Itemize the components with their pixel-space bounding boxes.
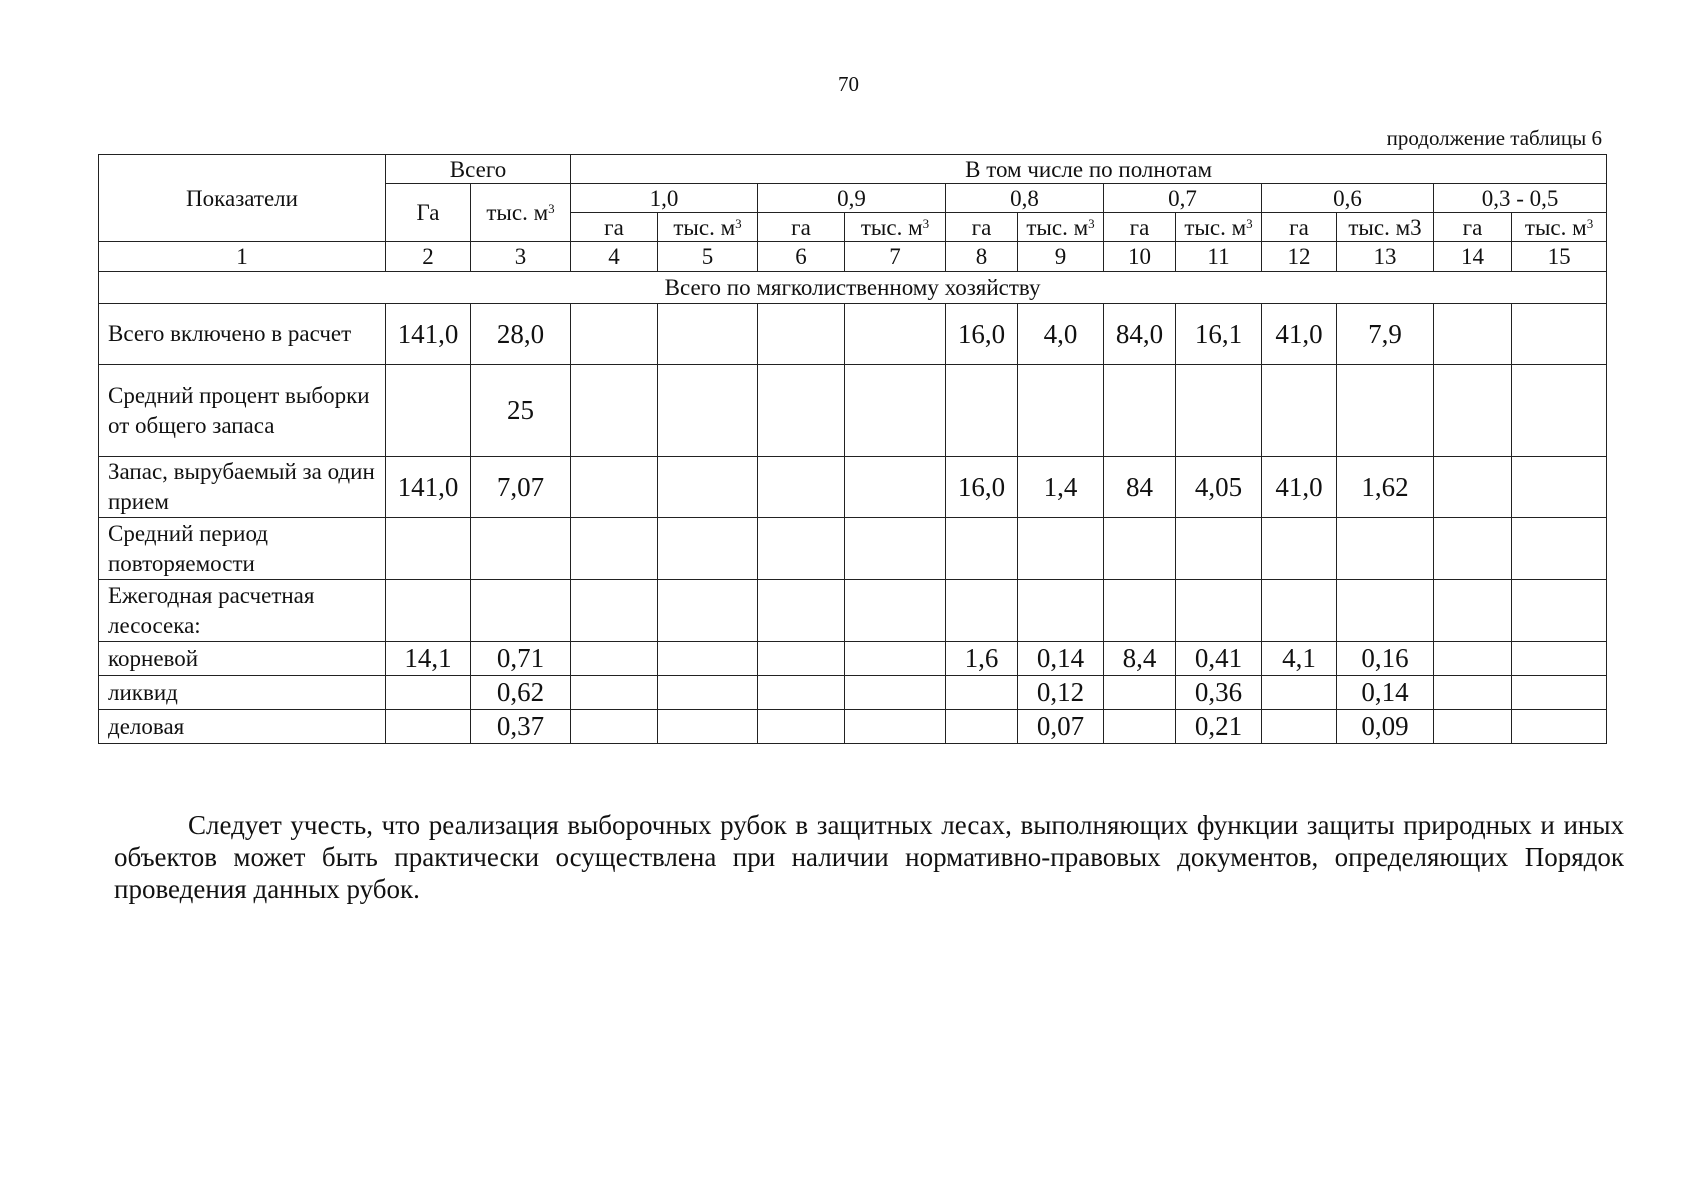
table-cell: 7,9 bbox=[1337, 304, 1434, 365]
table-cell: 0,09 bbox=[1337, 710, 1434, 744]
column-number: 15 bbox=[1512, 242, 1607, 272]
row-label: Средний процент выборки от общего запаса bbox=[99, 365, 386, 457]
table-cell bbox=[386, 676, 471, 710]
table-cell bbox=[571, 676, 658, 710]
table-row bbox=[99, 580, 1607, 642]
table-row bbox=[99, 676, 1607, 710]
table-row bbox=[99, 518, 1607, 580]
density-header: 0,6 bbox=[1262, 184, 1434, 213]
table-cell bbox=[658, 304, 758, 365]
table-cell bbox=[1262, 676, 1337, 710]
row-label: Средний период повторяемости bbox=[99, 518, 386, 580]
row-label: деловая bbox=[99, 710, 386, 744]
indicators-header: Показатели bbox=[99, 155, 386, 242]
table-cell bbox=[1262, 518, 1337, 580]
row-label: Всего включено в расчет bbox=[99, 304, 386, 365]
table-cell: 1,62 bbox=[1337, 457, 1434, 518]
ga-header: га bbox=[1434, 213, 1512, 242]
page-number: 70 bbox=[838, 72, 859, 96]
table-cell bbox=[845, 710, 946, 744]
data-table bbox=[98, 154, 1607, 744]
table-cell: 0,71 bbox=[471, 642, 571, 676]
table-cell: 25 bbox=[471, 365, 571, 457]
column-number: 11 bbox=[1176, 242, 1262, 272]
density-header: 0,9 bbox=[758, 184, 946, 213]
table-cell: 0,16 bbox=[1337, 642, 1434, 676]
table-cell bbox=[845, 365, 946, 457]
table-cell: 41,0 bbox=[1262, 457, 1337, 518]
table-cell bbox=[1434, 642, 1512, 676]
column-number: 1 bbox=[99, 242, 386, 272]
section-row bbox=[99, 272, 1607, 304]
row-label: Запас, вырубаемый за один прием bbox=[99, 457, 386, 518]
table-cell bbox=[571, 304, 658, 365]
table-cell bbox=[571, 518, 658, 580]
table-cell bbox=[1104, 518, 1176, 580]
table-cell: 4,0 bbox=[1018, 304, 1104, 365]
ga-header: га bbox=[946, 213, 1018, 242]
table-cell bbox=[1434, 580, 1512, 642]
table-cell bbox=[386, 365, 471, 457]
table-cell bbox=[658, 457, 758, 518]
table-cell: 16,0 bbox=[946, 304, 1018, 365]
table-cell bbox=[946, 676, 1018, 710]
table-cell bbox=[845, 304, 946, 365]
table-row bbox=[99, 365, 1607, 457]
table-cell: 1,6 bbox=[946, 642, 1018, 676]
density-header: 1,0 bbox=[571, 184, 758, 213]
column-number: 10 bbox=[1104, 242, 1176, 272]
table-cell bbox=[946, 365, 1018, 457]
table-cell bbox=[1337, 365, 1434, 457]
table-cell: 16,1 bbox=[1176, 304, 1262, 365]
table-cell bbox=[658, 642, 758, 676]
data-rows bbox=[99, 304, 1607, 744]
column-number: 9 bbox=[1018, 242, 1104, 272]
table-cell: 0,37 bbox=[471, 710, 571, 744]
table-cell bbox=[1018, 580, 1104, 642]
volume-header bbox=[1176, 213, 1262, 242]
total-ga-header: Га bbox=[386, 184, 471, 242]
header-row-1 bbox=[99, 155, 1607, 184]
row-label: Ежегодная расчетная лесосека: bbox=[99, 580, 386, 642]
table-cell bbox=[1512, 457, 1607, 518]
table-cell bbox=[758, 676, 845, 710]
table-cell: 0,14 bbox=[1337, 676, 1434, 710]
table-cell bbox=[758, 642, 845, 676]
table-cell bbox=[758, 365, 845, 457]
table-cell bbox=[1176, 580, 1262, 642]
table-cell bbox=[1104, 580, 1176, 642]
table-cell bbox=[658, 676, 758, 710]
table-cell bbox=[845, 518, 946, 580]
table-cell bbox=[1104, 676, 1176, 710]
table-cell bbox=[1434, 457, 1512, 518]
table-cell: 41,0 bbox=[1262, 304, 1337, 365]
unit-superscript: 3 bbox=[735, 215, 742, 231]
table-cell bbox=[946, 710, 1018, 744]
table-cell: 4,05 bbox=[1176, 457, 1262, 518]
unit-superscript: 3 bbox=[1088, 215, 1095, 231]
table-cell bbox=[1512, 304, 1607, 365]
table-cell bbox=[946, 580, 1018, 642]
volume-header bbox=[1512, 213, 1607, 242]
table-cell bbox=[845, 580, 946, 642]
section-title: Всего по мягколиственному хозяйству bbox=[99, 272, 1607, 304]
table-cell bbox=[946, 518, 1018, 580]
table-cell: 4,1 bbox=[1262, 642, 1337, 676]
table-cell bbox=[658, 365, 758, 457]
table-cell bbox=[571, 642, 658, 676]
unit-superscript: 3 bbox=[922, 215, 930, 231]
total-volume-header bbox=[471, 184, 571, 242]
table-cell: 0,07 bbox=[1018, 710, 1104, 744]
table-cell bbox=[571, 580, 658, 642]
table-cell: 84,0 bbox=[1104, 304, 1176, 365]
table-cell: 16,0 bbox=[946, 457, 1018, 518]
density-header: 0,8 bbox=[946, 184, 1104, 213]
column-number-row bbox=[99, 242, 1607, 272]
table-continuation-label: продолжение таблицы 6 bbox=[1386, 126, 1602, 150]
table-cell: 0,21 bbox=[1176, 710, 1262, 744]
column-number: 13 bbox=[1337, 242, 1434, 272]
ga-header: га bbox=[1262, 213, 1337, 242]
table-cell bbox=[758, 518, 845, 580]
ga-header: га bbox=[1104, 213, 1176, 242]
table-cell bbox=[1262, 365, 1337, 457]
table-cell bbox=[571, 365, 658, 457]
column-number: 2 bbox=[386, 242, 471, 272]
table-cell bbox=[1018, 518, 1104, 580]
table-cell bbox=[1104, 710, 1176, 744]
table-row bbox=[99, 642, 1607, 676]
unit-label: тыс. м bbox=[1524, 214, 1587, 240]
table-cell bbox=[1512, 676, 1607, 710]
table-cell bbox=[1512, 642, 1607, 676]
table-cell bbox=[1512, 710, 1607, 744]
table-cell bbox=[658, 580, 758, 642]
table-cell: 28,0 bbox=[471, 304, 571, 365]
table-cell bbox=[1104, 365, 1176, 457]
table-cell: 141,0 bbox=[386, 457, 471, 518]
unit-label: тыс. м bbox=[1026, 214, 1089, 240]
by-density-header: В том числе по полнотам bbox=[571, 155, 1607, 184]
table-cell: 8,4 bbox=[1104, 642, 1176, 676]
table-cell bbox=[1512, 365, 1607, 457]
table-cell bbox=[1176, 365, 1262, 457]
table-cell bbox=[1262, 580, 1337, 642]
table-cell bbox=[758, 304, 845, 365]
unit-superscript: 3 bbox=[1246, 215, 1253, 231]
total-header: Всего bbox=[386, 155, 571, 184]
table-cell bbox=[386, 518, 471, 580]
table-cell bbox=[845, 676, 946, 710]
table-cell: 0,62 bbox=[471, 676, 571, 710]
table-cell bbox=[471, 518, 571, 580]
volume-header: тыс. м3 bbox=[1337, 213, 1434, 242]
column-number: 14 bbox=[1434, 242, 1512, 272]
ga-header: га bbox=[758, 213, 845, 242]
table-cell bbox=[571, 710, 658, 744]
column-number: 6 bbox=[758, 242, 845, 272]
table-cell bbox=[1337, 580, 1434, 642]
table-cell bbox=[386, 710, 471, 744]
table-cell: 84 bbox=[1104, 457, 1176, 518]
row-label: корневой bbox=[99, 642, 386, 676]
table-row bbox=[99, 457, 1607, 518]
table-cell bbox=[1512, 580, 1607, 642]
table-cell bbox=[1434, 518, 1512, 580]
column-number: 4 bbox=[571, 242, 658, 272]
volume-header bbox=[658, 213, 758, 242]
table-cell bbox=[386, 580, 471, 642]
table-cell bbox=[658, 518, 758, 580]
table-cell: 1,4 bbox=[1018, 457, 1104, 518]
volume-header bbox=[845, 213, 946, 242]
table-cell bbox=[571, 457, 658, 518]
column-number: 3 bbox=[471, 242, 571, 272]
table-cell bbox=[1512, 518, 1607, 580]
table-cell bbox=[758, 710, 845, 744]
table-cell bbox=[1434, 304, 1512, 365]
table-cell: 0,41 bbox=[1176, 642, 1262, 676]
density-header: 0,7 bbox=[1104, 184, 1262, 213]
table-cell bbox=[1262, 710, 1337, 744]
unit-superscript: 3 bbox=[1586, 215, 1594, 231]
body-paragraph: Следует учесть, что реализация выборочных рубок в защитных лесах, выполняющих функции защиты природных и иных объектов может быть практически осуществлена при наличии нормативно-правовых документов, определяющих Порядок проведения данных рубок. bbox=[114, 810, 1624, 904]
table-cell bbox=[1176, 518, 1262, 580]
unit-label: тыс. м bbox=[673, 214, 736, 240]
table-cell: 0,36 bbox=[1176, 676, 1262, 710]
unit-superscript: 3 bbox=[548, 201, 555, 216]
table-cell bbox=[1337, 518, 1434, 580]
table-cell bbox=[758, 457, 845, 518]
ga-header: га bbox=[571, 213, 658, 242]
unit-label: тыс. м bbox=[1184, 214, 1247, 240]
column-number: 7 bbox=[845, 242, 946, 272]
volume-header bbox=[1018, 213, 1104, 242]
density-header: 0,3 - 0,5 bbox=[1434, 184, 1607, 213]
table-cell: 7,07 bbox=[471, 457, 571, 518]
column-number: 8 bbox=[946, 242, 1018, 272]
table-cell: 0,12 bbox=[1018, 676, 1104, 710]
unit-label: тыс. м bbox=[486, 200, 549, 225]
row-label: ликвид bbox=[99, 676, 386, 710]
table-cell bbox=[758, 580, 845, 642]
table-cell bbox=[845, 457, 946, 518]
table-cell: 14,1 bbox=[386, 642, 471, 676]
table-cell bbox=[1434, 710, 1512, 744]
table-cell bbox=[658, 710, 758, 744]
unit-label: тыс. м bbox=[860, 214, 923, 240]
table-row bbox=[99, 304, 1607, 365]
table-cell bbox=[1434, 676, 1512, 710]
column-number: 12 bbox=[1262, 242, 1337, 272]
table-cell bbox=[1018, 365, 1104, 457]
table-row bbox=[99, 710, 1607, 744]
column-number: 5 bbox=[658, 242, 758, 272]
table-cell bbox=[471, 580, 571, 642]
table-cell bbox=[845, 642, 946, 676]
table-cell: 141,0 bbox=[386, 304, 471, 365]
table-cell: 0,14 bbox=[1018, 642, 1104, 676]
table-cell bbox=[1434, 365, 1512, 457]
